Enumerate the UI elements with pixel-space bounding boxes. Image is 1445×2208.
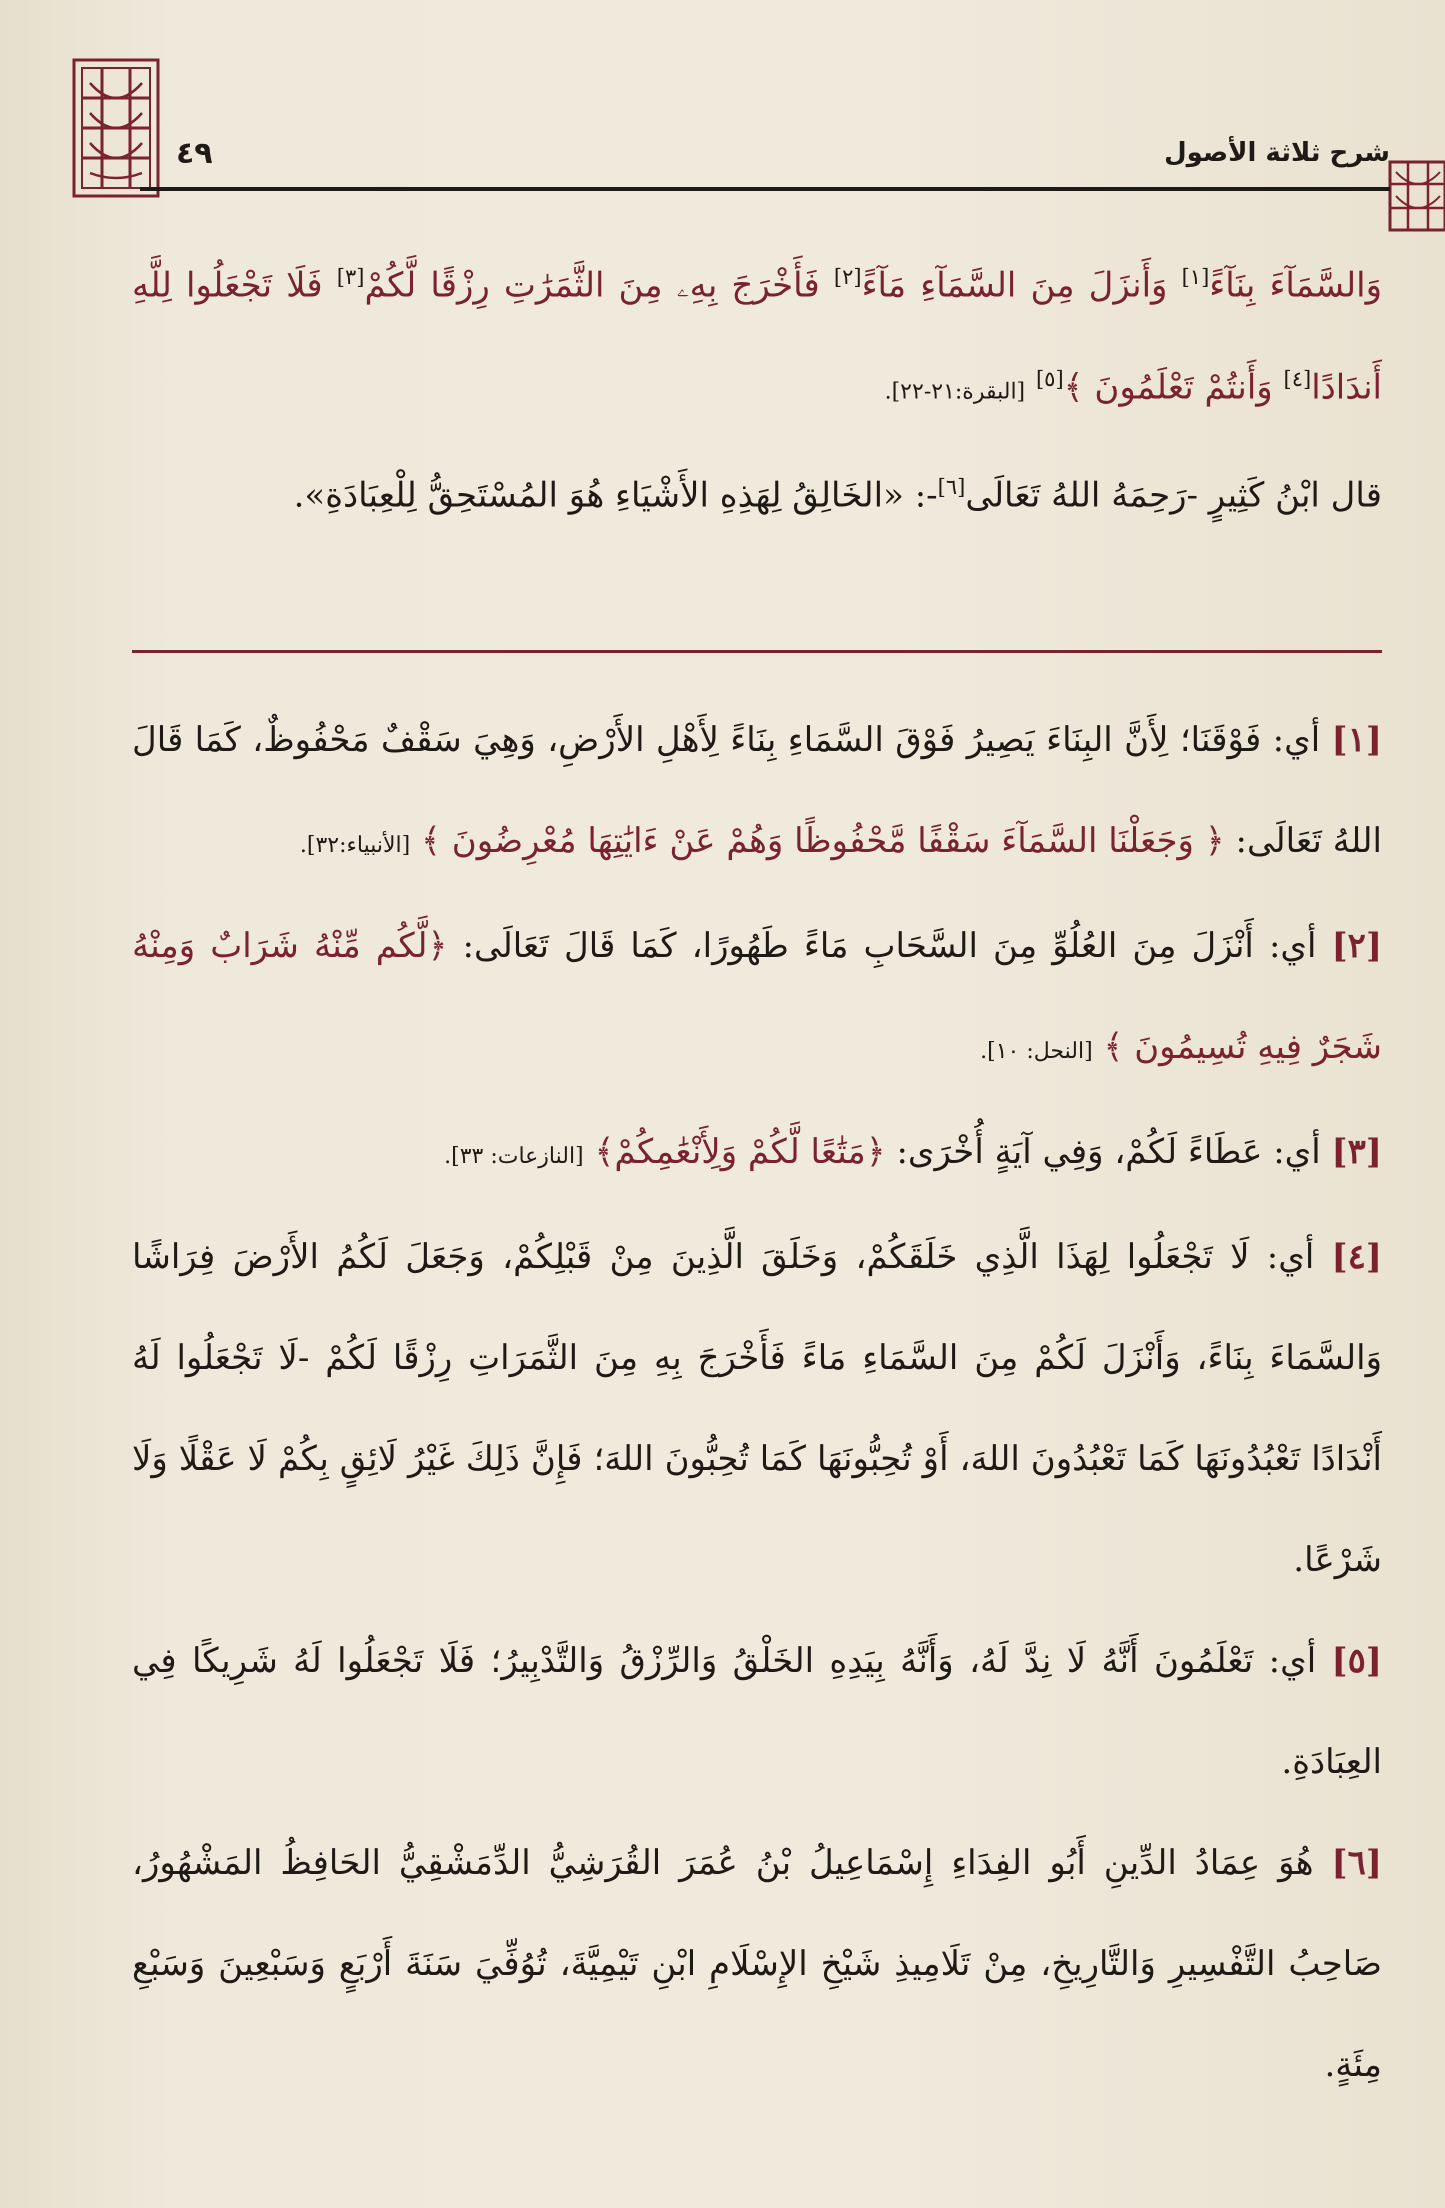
footnote-ref-2[interactable]: [٢] [833, 265, 862, 289]
footnote-citation: [الأنبياء:٣٢]. [299, 833, 411, 858]
verse-part-1: وَالسَّمَآءَ بِنَآءً [1209, 265, 1383, 306]
footnote-4 [132, 1207, 1382, 1611]
footnote-ref-1[interactable]: [١] [1181, 265, 1210, 289]
footnote-3 [132, 1102, 1382, 1207]
footnote-ref-5[interactable]: [٥] [1035, 367, 1064, 392]
footnote-marker: [١] [1331, 720, 1382, 760]
footnote-text: أي: عَطَاءً لَكُمْ، وَفِي آيَةٍ أُخْرَى: [896, 1132, 1321, 1172]
quote-text: -: «الخَالِقُ لِهَذِهِ الأَشْيَاءِ هُوَ المُسْتَحِقُّ لِلْعِبَادَةِ». [293, 474, 938, 515]
footnote-verse: ﴿ وَجَعَلْنَا السَّمَآءَ سَقْفًا مَّحْفُوظًا وَهُمْ عَنْ ءَايَٰتِهَا مُعْرِضُونَ ﴾ [421, 821, 1225, 861]
verse-part-3: فَأَخْرَجَ بِهِۦ مِنَ الثَّمَرَٰتِ رِزْقًا لَّكُمْ [364, 265, 834, 306]
verse-part-4: فَلَا تَجْعَلُوا لِلَّهِ أَندَادًا [132, 265, 1382, 408]
footnote-text: أي: لَا تَجْعَلُوا لِهَذَا الَّذِي خَلَقَكُمْ، وَخَلَقَ الَّذِينَ مِنْ قَبْلِكُمْ، وَجَعَلَ لَكُمُ الأَرْضَ فِرَاشًا وَالسَّمَاءَ بِنَاءً، وَأَنْزَلَ لَكُمْ مِنَ السَّمَاءِ مَاءً فَأَخْرَجَ بِهِ مِنَ الثَّمَرَاتِ رِزْقًا لَكُمْ -لَا تَجْعَلُوا لَهُ أَنْدَادًا تَعْبُدُونَهَا كَمَا تَعْبُدُونَ اللهَ، أَوْ تُحِبُّونَهَا كَمَا تُحِبُّونَ اللهَ؛ فَإِنَّ ذَلِكَ غَيْرُ لَائِقٍ بِكُمْ لَا عَقْلًا وَلَا شَرْعًا. [132, 1237, 1382, 1580]
footnote-ref-3[interactable]: [٣] [336, 265, 365, 289]
main-text [132, 230, 1382, 542]
footnote-1 [132, 690, 1382, 896]
page-number: ٤٩ [176, 136, 213, 171]
knot-ornament-small-icon [1388, 160, 1445, 232]
footnote-marker: [٢] [1331, 926, 1383, 966]
quote-paragraph [132, 440, 1382, 542]
footnote-6 [132, 1813, 1382, 2116]
footnote-marker: [٣] [1331, 1132, 1382, 1172]
footnote-citation: [النازعات: ٣٣]. [444, 1144, 584, 1169]
footnote-ref-6[interactable]: [٦] [937, 474, 966, 499]
footnote-marker: [٦] [1331, 1843, 1382, 1883]
footnote-text: أي: أَنْزَلَ مِنَ العُلُوِّ مِنَ السَّحَابِ مَاءً طَهُورًا، كَمَا قَالَ تَعَالَى: [462, 926, 1317, 966]
footnote-5 [132, 1611, 1382, 1813]
verse-paragraph [132, 230, 1382, 440]
footnote-verse: ﴿لَّكُم مِّنْهُ شَرَابٌ وَمِنْهُ شَجَرٌ فِيهِ تُسِيمُونَ ﴾ [132, 926, 1382, 1067]
verse-part-2: وَأَنزَلَ مِنَ السَّمَآءِ مَآءً [861, 265, 1182, 306]
header-rule [140, 187, 1390, 191]
quote-intro: قال ابْنُ كَثِيرٍ -رَحِمَهُ اللهُ تَعَالَى [965, 474, 1382, 515]
page-header [140, 130, 1390, 190]
book-title: شرح ثلاثة الأصول [1164, 138, 1390, 168]
verse-part-5: وَأَنتُمْ تَعْلَمُونَ ﴾ [1063, 367, 1284, 408]
footnote-marker: [٤] [1331, 1237, 1382, 1277]
footnote-marker: [٥] [1331, 1641, 1382, 1681]
footnote-text: أي: تَعْلَمُونَ أَنَّهُ لَا نِدَّ لَهُ، وَأَنَّهُ بِيَدِهِ الخَلْقُ وَالرِّزْقُ وَالتَّدْبِيرُ؛ فَلَا تَجْعَلُوا لَهُ شَرِيكًا فِي العِبَادَةِ. [132, 1641, 1382, 1782]
footnote-ref-4[interactable]: [٤] [1283, 367, 1312, 392]
footnotes [132, 690, 1382, 2116]
verse-citation: [البقرة:٢١-٢٢]. [884, 379, 1026, 405]
footnote-verse: ﴿مَتَٰعًا لَّكُمْ وَلِأَنْعَٰمِكُمْ﴾ [594, 1132, 886, 1172]
footnote-citation: [النحل: ١٠]. [980, 1039, 1093, 1064]
footnote-text: هُوَ عِمَادُ الدِّينِ أَبُو الفِدَاءِ إِسْمَاعِيلُ بْنُ عُمَرَ القُرَشِيُّ الدِّمَشْقِيُّ الحَافِظُ المَشْهُورُ، صَاحِبُ التَّفْسِيرِ وَالتَّارِيخِ، مِنْ تَلَامِيذِ شَيْخِ الإِسْلَامِ ابْنِ تَيْمِيَّةَ، تُوُفِّيَ سَنَةَ أَرْبَعٍ وَسَبْعِينَ وَسَبْعِ مِئَةٍ. [132, 1843, 1382, 2085]
footnote-text: أي: فَوْقَنَا؛ لِأَنَّ البِنَاءَ يَصِيرُ فَوْقَ السَّمَاءِ بِنَاءً لِأَهْلِ الأَرْضِ، وَهِيَ سَقْفٌ مَحْفُوظٌ، كَمَا قَالَ اللهُ تَعَالَى: [132, 720, 1382, 861]
footnote-divider [132, 650, 1382, 653]
footnote-2 [132, 896, 1382, 1102]
